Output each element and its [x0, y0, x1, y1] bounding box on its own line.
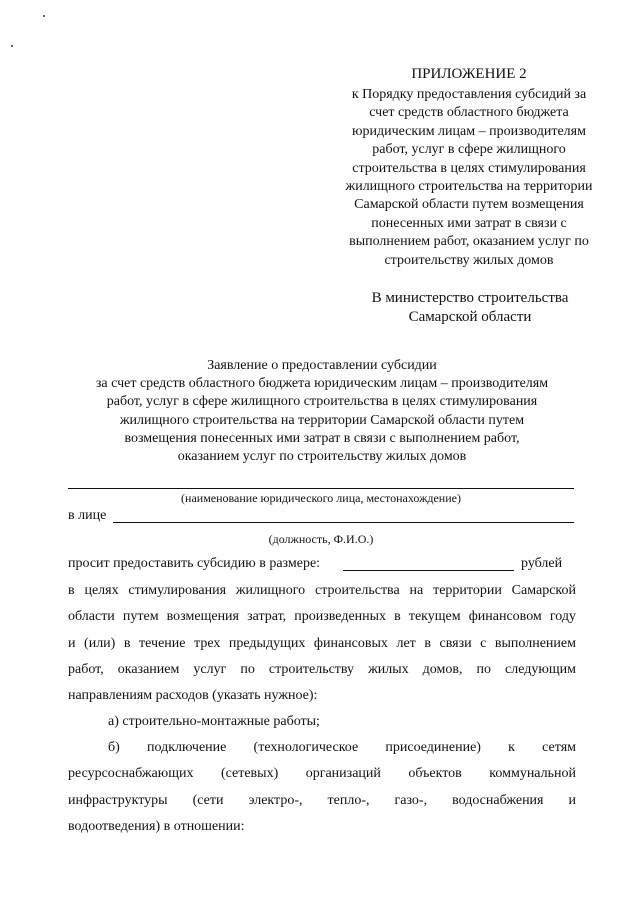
item-b-line: инфраструктуры (сети электро-, тепло-, газо-, водоснабжения и — [68, 792, 576, 808]
body-paragraph-1 — [68, 578, 576, 709]
appendix-line: Самарской области путем возмещения — [354, 197, 584, 213]
item-b-line: ресурсоснабжающих (сетевых) организаций объектов коммунальной — [68, 766, 576, 782]
appendix-line: счет средств областного бюджета — [369, 105, 569, 121]
item-a-text: а) строительно-монтажные работы; — [108, 714, 320, 729]
position-name-field-line[interactable] — [113, 522, 574, 523]
statement-title-line: за счет средств областного бюджета юридическим лицам – производителям — [95, 376, 549, 392]
item-a — [108, 709, 576, 735]
in-person-label: в лице — [68, 508, 107, 523]
amount-suffix: рублей — [521, 556, 563, 571]
appendix-title: ПРИЛОЖЕНИЕ 2 — [411, 66, 527, 82]
statement-title-line: возмещения понесенных ими затрат в связи с выполнением работ, — [124, 430, 520, 446]
appendix-line: выполнением работ, оказанием услуг по — [349, 234, 589, 250]
statement-title-line: оказанием услуг по строительству жилых домов — [177, 449, 467, 465]
amount-prefix: просит предоставить субсидию в размере: — [68, 556, 321, 571]
body-line: и (или) в течение трех предыдущих финансовых лет в связи с выполнением — [68, 635, 576, 651]
appendix-line: понесенных ими затрат в связи с — [371, 215, 567, 231]
scan-speck — [43, 15, 45, 17]
body-line: области путем возмещения затрат, произведенных в текущем финансовом году — [68, 609, 576, 625]
statement-title-line: работ, услуг в сфере жилищного строительства в целях стимулирования — [106, 394, 538, 410]
appendix-line: жилищного строительства на территории — [345, 179, 593, 195]
scan-speck — [11, 45, 13, 47]
item-b-line: водоотведения) в отношении: — [68, 818, 245, 834]
item-b — [68, 735, 576, 840]
appendix-line: строительству жилых домов — [384, 252, 554, 268]
appendix-line: строительства в целях стимулирования — [352, 160, 586, 176]
position-name-caption: (должность, Ф.И.О.) — [268, 532, 374, 546]
appendix-line: к Порядку предоставления субсидий за — [351, 87, 587, 102]
entity-name-field-line[interactable] — [68, 488, 574, 489]
item-b-line: б) подключение (технологическое присоединение) к сетям — [108, 740, 576, 755]
addressee-line: В министерство строительства — [371, 290, 569, 306]
entity-name-caption: (наименование юридического лица, местонахождение) — [181, 491, 461, 505]
appendix-reference — [335, 86, 603, 270]
appendix-line: юридическим лицам – производителям — [352, 123, 586, 139]
body-line: в целях стимулирования жилищного строительства на территории Самарской — [68, 583, 576, 598]
statement-title-line: Заявление о предоставлении субсидии — [207, 358, 437, 373]
addressee — [340, 289, 600, 327]
appendix-line: работ, услуг в сфере жилищного — [372, 142, 566, 158]
addressee-line: Самарской области — [408, 309, 532, 325]
body-line: работ, оказанием услуг по строительству жилых домов, по следующим — [68, 661, 576, 677]
statement-title — [68, 357, 576, 466]
body-line: направлениям расходов (указать нужное): — [68, 688, 318, 704]
statement-title-line: жилищного строительства на территории Самарской области путем — [119, 412, 525, 428]
amount-field-line[interactable] — [343, 570, 514, 571]
